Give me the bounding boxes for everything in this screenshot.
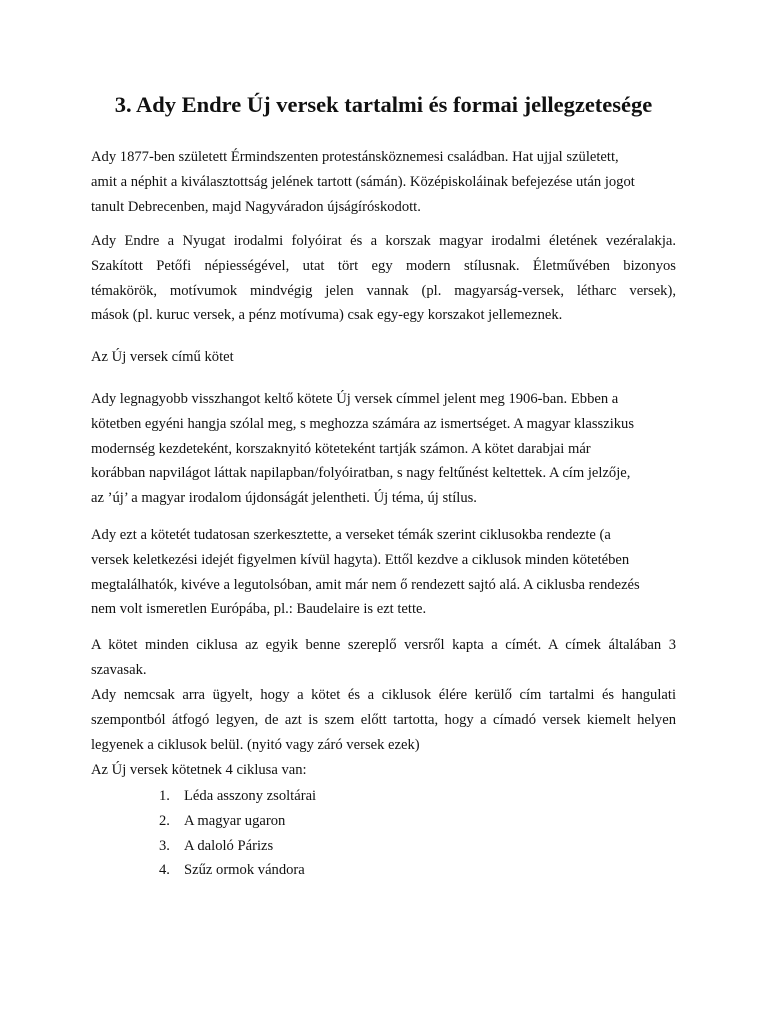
paragraph-cycles-editing (91, 523, 676, 622)
text-line: Ady Endre a Nyugat irodalmi folyóirat és a korszak magyar irodalmi életének vezéralakja. (91, 233, 676, 249)
list-intro (91, 758, 676, 783)
text-line: Ady 1877-ben született Érmindszenten protestánsköznemesi családban. Hat ujjal született, (91, 149, 619, 165)
paragraph-biography (91, 145, 676, 219)
list-item (159, 858, 316, 883)
paragraph-title-placement (91, 683, 676, 757)
list-item-number: 3. (159, 837, 170, 854)
text-line: szempontból átfogó legyen, de azt is szem előtt tartotta, hogy a címadó versek kiemelt helyen (91, 711, 676, 728)
text-line: szavasak. (91, 661, 147, 678)
list-item (159, 784, 316, 809)
text-line: Ady legnagyobb visszhangot keltő kötete Új versek címmel jelent meg 1906-ban. Ebben a (91, 391, 619, 407)
paragraph-cycle-titles (91, 633, 676, 683)
text-line: az ’új’ a magyar irodalom újdonságát jelentheti. Új téma, új stílus. (91, 490, 477, 507)
list-item-number: 4. (159, 862, 170, 879)
paragraph-nyugat (91, 229, 676, 328)
paragraph-uj-versek (91, 387, 676, 511)
list-item-label: Léda asszony zsoltárai (184, 788, 317, 804)
text-line: nem volt ismeretlen Európába, pl.: Baudelaire is ezt tette. (91, 601, 427, 618)
list-item-number: 2. (159, 812, 170, 829)
text-line: témakörök, motívumok mindvégig jelen vannak (pl. magyarság-versek, létharc versek), (91, 282, 676, 299)
list-item-label: A magyar ugaron (184, 812, 286, 829)
text-line: legyenek a ciklusok belül. (nyitó vagy záró versek ezek) (91, 736, 420, 753)
section-subheading (91, 345, 676, 370)
text-line: Ady nemcsak arra ügyelt, hogy a kötet és a ciklusok élére kerülő cím tartalmi és hangulati (91, 687, 676, 703)
list-item-label: Szűz ormok vándora (184, 862, 305, 879)
cycles-list (159, 784, 316, 883)
text-line: A kötet minden ciklusa az egyik benne szereplő versről kapta a címét. A címek általában 3 (91, 637, 676, 653)
list-item (159, 809, 316, 834)
text-line: korábban napvilágot láttak napilapban/folyóiratban, s nagy feltűnést keltettek. A cím jelzője, (91, 465, 631, 482)
text-line: amit a néphit a kiválasztottság jelének tartott (sámán). Középiskoláinak befejezése után jogot (91, 173, 635, 190)
text-line: megtalálhatók, kivéve a legutolsóban, amit már nem ő rendezett sajtó alá. A ciklusba rendezés (91, 576, 640, 593)
text-line: tanult Debrecenben, majd Nagyváradon újságíróskodott. (91, 198, 421, 215)
text-line: Ady ezt a kötetét tudatosan szerkesztette, a verseket témák szerint ciklusokba rendezte (a (91, 527, 611, 543)
text-line: Szakított Petőfi népiességével, utat tört egy modern stílusnak. Életművében bizonyos (91, 257, 676, 274)
list-item-label: A daloló Párizs (184, 837, 274, 854)
list-item (159, 834, 316, 859)
subheading-text: Az Új versek című kötet (91, 349, 234, 365)
text-line: kötetben egyéni hangja szólal meg, s meghozza számára az ismertséget. A magyar klasszikus (91, 415, 635, 432)
list-intro-text: Az Új versek kötetnek 4 ciklusa van: (91, 762, 307, 778)
text-line: modernség kezdeteként, korszaknyitó köteteként tartják számon. A kötet darabjai már (91, 440, 591, 457)
list-item-number: 1. (159, 788, 170, 804)
text-line: versek keletkezési idejét figyelmen kívül hagyta). Ettől kezdve a ciklusok minden kötetében (91, 551, 630, 568)
text-line: mások (pl. kuruc versek, a pénz motívuma) csak egy-egy korszakot jellemeznek. (91, 307, 563, 324)
document-title: 3. Ady Endre Új versek tartalmi és formai jellegzetesége (114, 92, 653, 117)
